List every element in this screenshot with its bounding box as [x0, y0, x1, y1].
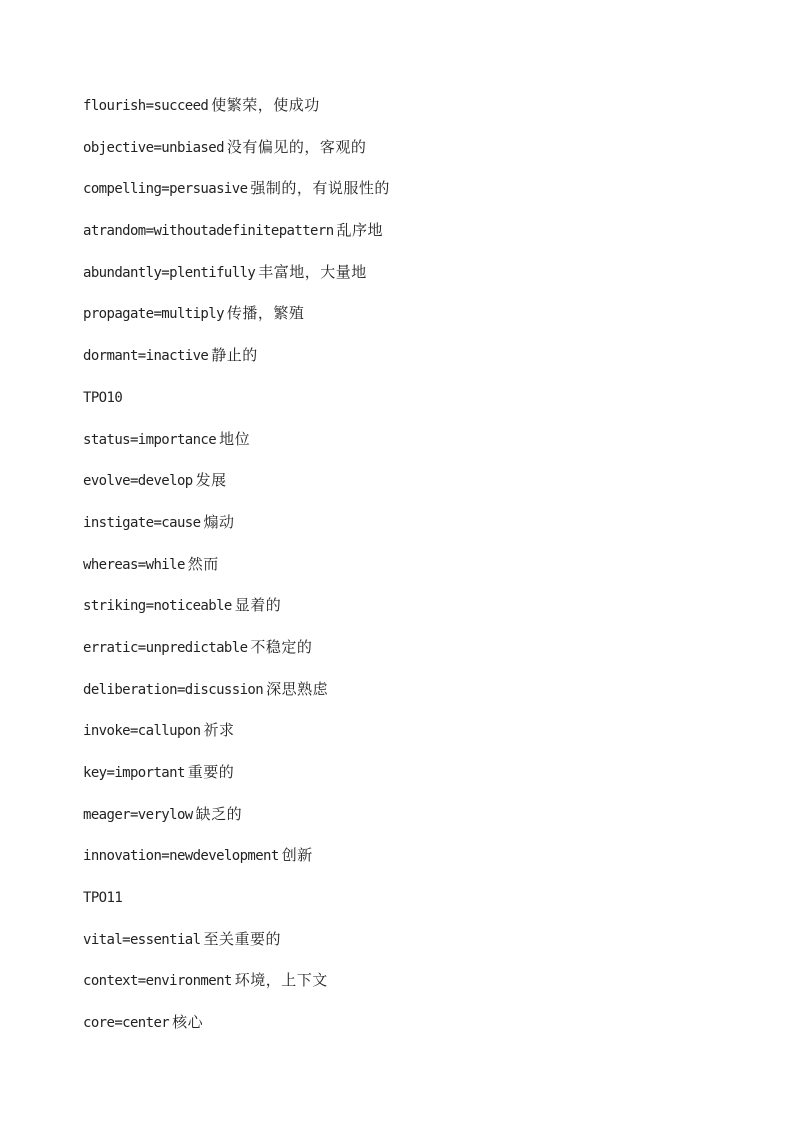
entry-term: core=center — [83, 1015, 170, 1032]
section-title: TPO11 — [83, 890, 123, 907]
entry-term: status=importance — [83, 431, 217, 448]
vocab-entry — [83, 136, 390, 178]
entry-translation: 核心 — [172, 1013, 204, 1032]
vocab-entry — [83, 553, 390, 595]
entry-translation: 然而 — [187, 554, 219, 573]
entry-term: compelling=persuasive — [83, 181, 248, 198]
entry-translation: 使繁荣，使成功 — [211, 96, 320, 114]
entry-term: striking=noticeable — [83, 598, 232, 615]
vocab-entry — [83, 469, 390, 511]
entry-translation: 乱序地 — [336, 221, 384, 240]
vocab-entry — [83, 761, 390, 803]
entry-term: instigate=cause — [83, 514, 201, 531]
entry-term: flourish=succeed — [83, 98, 209, 114]
entry-term: meager=verylow — [83, 806, 193, 823]
entry-translation: 地位 — [219, 429, 251, 448]
section-heading — [83, 886, 390, 928]
entry-term: invoke=callupon — [83, 723, 201, 740]
entry-term: key=important — [83, 765, 185, 781]
entry-translation: 没有偏见的，客观的 — [226, 137, 367, 156]
entry-term: atrandom=withoutadefinitepattern — [83, 223, 334, 240]
vocab-entry — [83, 594, 390, 636]
entry-term: dormant=inactive — [83, 348, 209, 365]
section-title: TPO10 — [83, 389, 123, 406]
vocab-entry — [83, 928, 390, 970]
vocab-entry — [83, 428, 390, 470]
entry-translation: 重要的 — [187, 763, 235, 781]
section-heading — [83, 386, 390, 428]
vocab-entry — [83, 219, 390, 261]
entry-translation: 祈求 — [203, 721, 235, 740]
entry-term: deliberation=discussion — [83, 681, 264, 698]
vocab-entry — [83, 969, 390, 1011]
entry-translation: 显着的 — [234, 596, 282, 615]
vocab-entry — [83, 1011, 390, 1053]
entry-term: vital=essential — [83, 931, 201, 948]
vocab-entry — [83, 94, 390, 136]
entry-translation: 创新 — [281, 846, 313, 865]
vocab-entry — [83, 511, 390, 553]
entry-translation: 丰富地，大量地 — [258, 262, 367, 281]
vocab-entry — [83, 719, 390, 761]
vocab-entry — [83, 678, 390, 720]
entry-term: propagate=multiply — [83, 306, 224, 323]
entry-translation: 深思熟虑 — [266, 679, 329, 698]
entry-translation: 静止的 — [211, 346, 258, 365]
entry-term: context=environment — [83, 973, 232, 990]
entry-translation: 煽动 — [203, 512, 235, 531]
entry-translation: 强制的，有说服性的 — [250, 179, 390, 198]
entry-term: evolve=develop — [83, 473, 193, 490]
vocab-entry — [83, 844, 390, 886]
entry-translation: 至关重要的 — [203, 929, 281, 948]
entry-translation: 发展 — [195, 471, 227, 490]
vocab-entry — [83, 177, 390, 219]
vocab-entry — [83, 636, 390, 678]
vocab-entry — [83, 302, 390, 344]
entry-term: abundantly=plentifully — [83, 264, 256, 281]
entry-translation: 环境，上下文 — [234, 971, 328, 990]
entry-translation: 缺乏的 — [195, 804, 243, 823]
entry-term: innovation=newdevelopment — [83, 848, 279, 865]
entry-term: whereas=while — [83, 556, 185, 573]
vocab-entry — [83, 803, 390, 845]
vocabulary-list — [83, 94, 390, 1053]
vocab-entry — [83, 344, 390, 386]
entry-term: objective=unbiased — [83, 139, 224, 156]
vocab-entry — [83, 261, 390, 303]
entry-term: erratic=unpredictable — [83, 639, 248, 656]
entry-translation: 不稳定的 — [250, 637, 313, 656]
entry-translation: 传播，繁殖 — [226, 304, 305, 323]
